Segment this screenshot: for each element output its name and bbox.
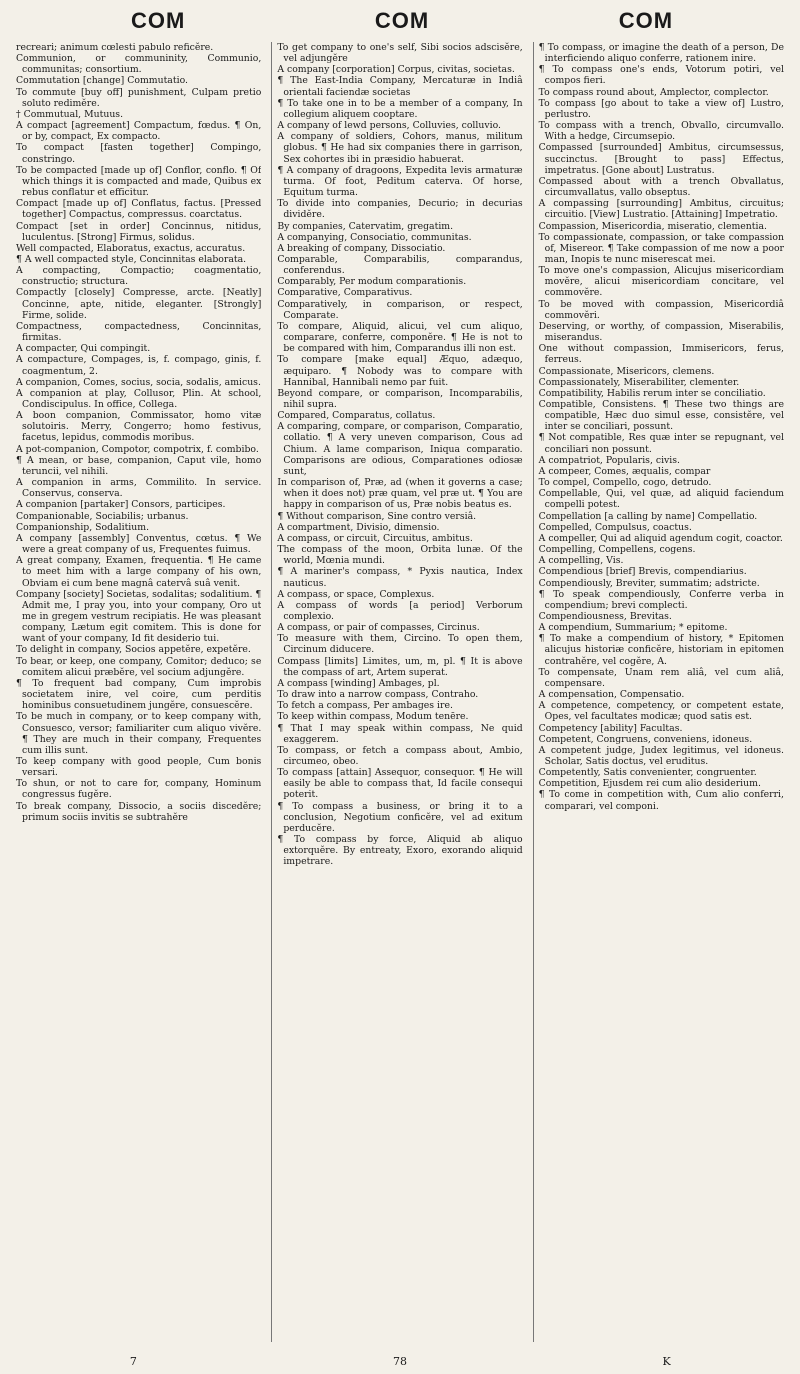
dictionary-entry: A compensation, Compensatio. <box>538 689 685 701</box>
dictionary-entry: ¶ To compass one's ends, Votorum potiri, vel compos fieri. <box>538 64 784 87</box>
dictionary-entry: Companionable, Sociabilis; urbanus. <box>16 510 189 522</box>
dictionary-entry: A compartment, Divisio, dimensio. <box>277 521 440 533</box>
dictionary-entry: To compare, Aliquid, alicui, vel cum aliquo, comparare, conferre, componĕre. ¶ He is not to be compared with him, Comparandus illi non est. <box>277 320 523 355</box>
dictionary-entry: A company [assembly] Conventus, cœtus. ¶ We were a great company of us, Frequentes fuimus. <box>16 532 262 556</box>
dictionary-entry: A company of lewd persons, Colluvies, colluvio. <box>277 120 501 132</box>
dictionary-entry: Compassionate, Misericors, clemens. <box>538 365 715 377</box>
dictionary-entry: A compass [winding] Ambages, pl. <box>277 677 440 689</box>
dictionary-entry: To be moved with compassion, Misericordiâ commovĕri. <box>538 298 784 321</box>
dictionary-entry: To compass with a trench, Obvallo, circumvallo. With a hedge, Circumsepio. <box>538 120 784 143</box>
dictionary-entry: Compactness, compactedness, Concinnitas, firmitas. <box>16 320 262 344</box>
dictionary-entry: Compendiousness, Brevitas. <box>538 610 672 622</box>
dictionary-entry: ¶ To speak compendiously, Conferre verba in compendium; brevi complecti. <box>538 588 784 611</box>
dictionary-entry: To compass round about, Amplector, complector. <box>538 86 769 98</box>
dictionary-entry: To break company, Dissocio, a sociis discedĕre; primum sociis invitis se subtrahĕre <box>16 800 262 823</box>
dictionary-entry: A compass, or space, Complexus. <box>277 588 435 600</box>
column-center <box>271 42 522 1342</box>
dictionary-entry: ¶ To compass by force, Aliquid ab aliquo extorquĕre. By entreaty, Exoro, exorando aliquid impetrare. <box>277 834 523 868</box>
dictionary-entry: A boon companion, Commissator, homo vitæ solutoiris. Merry, Congerro; homo festivus, facetus, lepidus, commodis moribus. <box>16 410 262 444</box>
signature-left: 7 <box>129 1355 137 1368</box>
dictionary-entry: ¶ To take one in to be a member of a company, In collegium aliquem cooptare. <box>277 97 523 120</box>
dictionary-entry: To shun, or not to care for, company, Hominum congressus fugĕre. <box>16 778 262 801</box>
dictionary-entry: To divide into companies, Decurio; in decurias dividĕre. <box>277 198 523 221</box>
dictionary-entry: ¶ To compass, or imagine the death of a person, De interficiendo aliquo conferre, rationem inire. <box>538 42 784 65</box>
dictionary-entry: To compel, Compello, cogo, detrudo. <box>538 477 712 489</box>
dictionary-entry: A compass, or pair of compasses, Circinus. <box>277 622 480 634</box>
dictionary-entry: In comparison of, Præ, ad (when it governs a case; when it does not) præ quam, vel præ ut. ¶ You are happy in comparison of us, Præ nobis beatus es. <box>277 477 523 511</box>
dictionary-entry: ¶ To make a compendium of history, * Epitomen alicujus historiæ conficĕre, historiam in epitomen contrahĕre, vel cogĕre, A. <box>538 633 784 667</box>
dictionary-entry: To measure with them, Circino. To open them, Circinum diducere. <box>277 633 523 656</box>
dictionary-entry: ¶ To come in competition with, Cum alio conferri, comparari, vel componi. <box>538 789 784 812</box>
dictionary-entry: ¶ To compass a business, or bring it to a conclusion, Negotium conficĕre, vel ad exitum perducĕre. <box>277 800 523 834</box>
dictionary-entry: A companion, Comes, socius, socia, sodalis, amicus. <box>16 376 261 388</box>
dictionary-entry: To keep company with good people, Cum bonis versari. <box>16 756 262 779</box>
dictionary-entry: Compendiously, Breviter, summatim; adstricte. <box>538 577 760 589</box>
dictionary-entry: A pot-companion, Compotor, compotrix, f. combibo. <box>16 443 259 455</box>
column-right <box>533 42 784 1342</box>
dictionary-entry: ¶ The East-India Company, Mercaturæ in Indiâ orientali faciendæ societas <box>277 75 523 98</box>
dictionary-entry: A compeer, Comes, æqualis, compar <box>538 465 711 477</box>
dictionary-entry: A competent judge, Judex legitimus, vel idoneus. Scholar, Satis doctus, vel eruditus. <box>538 744 784 767</box>
dictionary-entry: To fetch a compass, Per ambages ire. <box>277 700 453 712</box>
dictionary-entry: Compassionately, Miserabiliter, clementer. <box>538 376 740 388</box>
dictionary-entry: Competency [ability] Facultas. <box>538 722 683 734</box>
dictionary-entry: ¶ A company of dragoons, Expedita levis armaturæ turma. Of foot, Peditum caterva. Of horse, Equitum turma. <box>277 164 523 199</box>
dictionary-entry: Competently, Satis convenienter, congruenter. <box>538 767 757 779</box>
dictionary-entry: A company of soldiers, Cohors, manus, militum globus. ¶ He had six companies there in garrison, Sex cohortes ibi in præsidio habuerat. <box>277 131 523 165</box>
dictionary-entry: To compassionate, compassion, or take compassion of, Misereor. ¶ Take compassion of me now a poor man, Inopis te nunc miserescat mei. <box>538 231 784 265</box>
dictionary-entry: ¶ Without comparison, Sine contro versiâ. <box>277 510 477 522</box>
dictionary-entry: Compass [limits] Limites, um, m, pl. ¶ It is above the compass of art, Artem superat. <box>277 655 523 678</box>
dictionary-entry: To compare [make equal] Æquo, adæquo, æquiparo. ¶ Nobody was to compare with Hannibal, Hannibali nemo par fuit. <box>277 354 523 388</box>
dictionary-entry: A compendium, Summarium; * epitome. <box>538 622 728 634</box>
dictionary-entry: Compassion, Misericordia, miseratio, clementia. <box>538 220 767 232</box>
dictionary-entry: Compactly [closely] Compresse, arcte. [Neatly] Concinne, apte, nitide, eleganter. [Strongly] Firme, solide. <box>16 287 262 321</box>
dictionary-entry: A compact [agreement] Compactum, fœdus. ¶ On, or by, compact, Ex compacto. <box>16 120 262 143</box>
dictionary-entry: A great company, Examen, frequentia. ¶ He came to meet him with a large company of his own, Obviam ei cum bene magnâ catervâ suâ venit. <box>16 555 262 589</box>
dictionary-entry: Compassed about with a trench Obvallatus, circumvallatus, vallo obseptus. <box>538 175 784 199</box>
running-headers <box>16 0 784 42</box>
dictionary-entry: Competent, Congruens, conveniens, idoneus. <box>538 733 753 745</box>
dictionary-entry: ¶ A mariner's compass, * Pyxis nautica, Index nauticus. <box>277 566 523 589</box>
dictionary-entry: ¶ Not compatible, Res quæ inter se repugnant, vel conciliari non possunt. <box>538 432 784 455</box>
dictionary-entry: Compatible, Consistens. ¶ These two things are compatible, Hæc duo simul esse, consistĕre, vel inter se conciliari, possunt. <box>538 399 784 433</box>
dictionary-entry: To delight in company, Socios appetĕre, expetĕre. <box>16 644 251 656</box>
dictionary-entry: A compass of words [a period] Verborum complexio. <box>277 599 523 622</box>
dictionary-entry: Deserving, or worthy, of compassion, Miserabilis, miserandus. <box>538 320 784 344</box>
dictionary-entry: To be compacted [made up of] Conflor, conflo. ¶ Of which things it is compacted and made, Quibus ex rebus conflatur et efficitur. <box>16 164 262 199</box>
dictionary-entry: To move one's compassion, Alicujus misericordiam movĕre, alicui misericordiam concitare, vel commovĕre. <box>538 265 784 299</box>
dictionary-entry: ¶ A mean, or base, companion, Caput vile, homo teruncii, vel nihili. <box>16 454 262 477</box>
dictionary-entry: A compacting, Compactio; coagmentatio, constructio; structura. <box>16 265 262 288</box>
dictionary-entry: A comparing, compare, or comparison, Comparatio, collatio. ¶ A very uneven comparison, Cous ad Chium. A lame comparison, Iniqua comparatio. Comparisons are odious, Comparationes odiosæ sunt, <box>277 421 523 477</box>
header-center: COM <box>374 8 430 33</box>
dictionary-entry: To be much in company, or to keep company with, Consuesco, versor; familiariter cum aliquo vivĕre. ¶ They are much in their company, Frequentes cum illis sunt. <box>16 711 262 756</box>
column-left <box>16 42 261 1342</box>
dictionary-entry: Comparatively, in comparison, or respect, Comparate. <box>277 298 523 321</box>
dictionary-entry: A compacture, Compages, is, f. compago, ginis, f. coagmentum, 2. <box>16 354 262 377</box>
dictionary-entry: A compacter, Qui compingit. <box>16 343 151 355</box>
dictionary-entry: To compact [fasten together] Compingo, constringo. <box>16 142 262 165</box>
signature-right: K <box>662 1355 671 1368</box>
signature-center: 78 <box>392 1355 407 1368</box>
dictionary-entry: Compellation [a calling by name] Compellatio. <box>538 510 758 522</box>
dictionary-entry: To keep within compass, Modum tenēre. <box>277 711 469 723</box>
dictionary-entry: Commutation [change] Commutatio. <box>16 75 188 87</box>
dictionary-entry: Company [society] Societas, sodalitas; sodalitium. ¶ Admit me, I pray you, into your company, Oro ut me in gregem vestrum recipiatis. He was pleasant company, Lætum egit comitem. This is done for want of your company, Id fit desiderio tui. <box>16 588 262 645</box>
dictionary-entry: To bear, or keep, one company, Comitor; deduco; se comitem alicui præbĕre, vel socium adjungĕre. <box>16 655 262 678</box>
dictionary-entry: Compelling, Compellens, cogens. <box>538 544 696 556</box>
dictionary-entry: Compellable, Qui, vel quæ, ad aliquid faciendum compelli potest. <box>538 488 784 511</box>
dictionary-entry: ¶ That I may speak within compass, Ne quid exaggerem. <box>277 722 523 745</box>
dictionary-entry: To compass, or fetch a compass about, Ambio, circumeo, obeo. <box>277 744 523 767</box>
dictionary-entry: A compatriot, Popularis, civis. <box>538 454 680 466</box>
header-right: COM <box>618 8 674 33</box>
dictionary-entry: Communion, or communinity, Communio, communitas; consortium. <box>16 53 262 76</box>
text-columns <box>16 42 784 1342</box>
dictionary-entry: A breaking of company, Dissociatio. <box>277 242 446 254</box>
dictionary-entry: Well compacted, Elaboratus, exactus, accuratus. <box>16 242 246 254</box>
dictionary-entry: The compass of the moon, Orbita lunæ. Of the world, Mœnia mundi. <box>277 544 523 567</box>
dictionary-entry: Companionship, Sodalitium. <box>16 521 150 533</box>
dictionary-entry: A compeller, Qui ad aliquid agendum cogit, coactor. <box>538 532 783 544</box>
dictionary-entry: Beyond compare, or comparison, Incomparabilis, nihil supra. <box>277 387 523 410</box>
dictionary-entry: A compass, or circuit, Circuitus, ambitus. <box>277 532 473 544</box>
dictionary-entry: Compact [set in order] Concinnus, nitidus, luculentus. [Strong] Firmus, solidus. <box>16 220 262 243</box>
dictionary-entry: Compendious [brief] Brevis, compendiarius. <box>538 566 747 578</box>
dictionary-entry: A companying, Consociatio, communitas. <box>277 231 472 243</box>
dictionary-entry: Comparative, Comparativus. <box>277 287 413 299</box>
dictionary-entry: A companion in arms, Commilito. In service. Conservus, conserva. <box>16 477 262 500</box>
dictionary-entry: ¶ To frequent bad company, Cum improbis societatem inire, vel coire, cum perditis hominibus consuetudinem jungĕre, consuescĕre. <box>16 677 262 712</box>
dictionary-entry: To compass [go about to take a view of] Lustro, perlustro. <box>538 97 784 120</box>
dictionary-entry: A compassing [surrounding] Ambitus, circuitus; circuitio. [View] Lustratio. [Attaining] Impetratio. <box>538 198 784 221</box>
page-footer <box>0 1355 800 1368</box>
dictionary-entry: To commute [buy off] punishment, Culpam pretio soluto redimĕre. <box>16 86 262 109</box>
dictionary-entry: † Commutual, Mutuus. <box>16 108 124 120</box>
dictionary-entry: Comparable, Comparabilis, comparandus, conferendus. <box>277 253 523 277</box>
dictionary-entry: Compared, Comparatus, collatus. <box>277 410 436 422</box>
dictionary-entry: By companies, Catervatim, gregatim. <box>277 220 454 232</box>
dictionary-entry: A companion at play, Collusor, Plin. At school, Condiscipulus. In office, Collega. <box>16 387 262 410</box>
dictionary-entry: Compatibility, Habilis rerum inter se conciliatio. <box>538 387 766 399</box>
dictionary-entry: Comparably, Per modum comparationis. <box>277 276 467 288</box>
dictionary-entry: Compassed [surrounded] Ambitus, circumsessus, succinctus. [Brought to pass] Effectus, impetratus. [Gone about] Lustratus. <box>538 142 784 176</box>
dictionary-entry: A companion [partaker] Consors, participes. <box>16 499 226 511</box>
dictionary-entry: To draw into a narrow compass, Contraho. <box>277 689 479 701</box>
dictionary-entry: To compensate, Unam rem aliâ, vel cum aliâ, compensare. <box>538 666 784 689</box>
dictionary-entry: Compelled, Compulsus, coactus. <box>538 521 692 533</box>
dictionary-entry: A company [corporation] Corpus, civitas, societas. <box>277 64 515 76</box>
dictionary-entry: Compact [made up of] Conflatus, factus. [Pressed together] Compactus, compressus. coarctatus. <box>16 198 262 221</box>
dictionary-entry: A compelling, Vis. <box>538 555 624 567</box>
dictionary-entry: ¶ A well compacted style, Concinnitas elaborata. <box>16 253 247 265</box>
dictionary-entry: One without compassion, Immisericors, ferus, ferreus. <box>538 343 784 366</box>
dictionary-entry: To compass [attain] Assequor, consequor. ¶ He will easily be able to compass that, Id facile consequi poterit. <box>277 767 523 801</box>
dictionary-entry: A competence, competency, or competent estate, Opes, vel facultates modicæ; quod satis est. <box>538 700 784 723</box>
dictionary-entry: recreari; animum cœlesti pabulo reficĕre. <box>16 42 214 53</box>
dictionary-entry: To get company to one's self, Sibi socios adscisĕre, vel adjungĕre <box>277 42 523 65</box>
dictionary-entry: Competition, Ejusdem rei cum alio desiderium. <box>538 778 761 790</box>
header-left: COM <box>130 8 186 33</box>
